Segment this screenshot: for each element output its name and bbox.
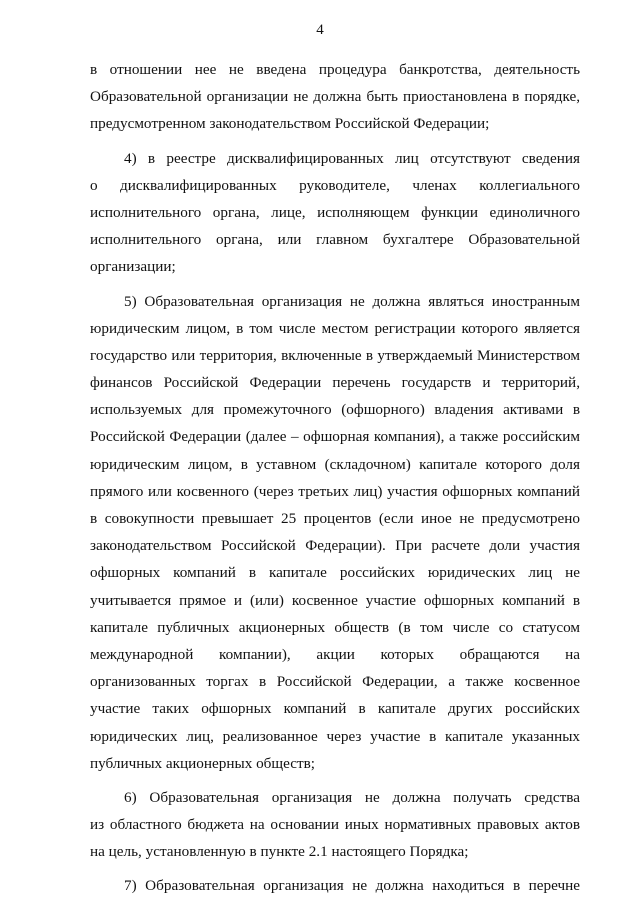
text-line: организованных торгах в Российской Федерации, а также косвенное [90,673,580,691]
text-line: международной компании), акции которых обращаются на [90,645,580,663]
text-line: предусмотренном законодательством Российской Федерации; [90,115,490,133]
paragraph-item-6 [90,784,580,866]
page-number: 4 [316,22,324,38]
text-line: организации; [90,258,176,276]
text-line: юридическим лицом, в том числе местом регистрации которого является [90,319,580,337]
text-line: юридических лиц, реализованное через участие в капитале указанных [90,727,580,745]
text-line: капитале публичных акционерных обществ (в том числе со статусом [90,618,580,636]
text-line: исполнительного органа, лице, исполняющем функции единоличного [90,203,580,221]
text-line: 5) Образовательная организация не должна являться иностранным [124,292,580,310]
paragraph-item-5 [90,288,580,777]
text-line: в отношении нее не введена процедура банкротства, деятельность [90,61,580,78]
text-line: Российской Федерации (далее – офшорная компания), а также российским [90,428,580,446]
text-line: 4) в реестре дисквалифицированных лиц отсутствуют сведения [124,149,580,167]
text-line: о дисквалифицированных руководителе, членах коллегиального [90,176,580,194]
text-line: прямого или косвенного (через третьих лиц) участия офшорных компаний [90,482,580,500]
text-line: финансов Российской Федерации перечень государств и территорий, [90,374,580,392]
text-line: офшорных компаний в капитале российских юридических лиц не [90,564,580,582]
text-line: законодательством Российской Федерации). При расчете доли участия [90,537,580,555]
text-line: из областного бюджета на основании иных нормативных правовых актов [90,816,580,834]
document-body [90,56,580,900]
text-line: юридическим лицом, в уставном (складочном) капитале которого доля [90,455,580,473]
text-line: на цель, установленную в пункте 2.1 настоящего Порядка; [90,843,469,861]
paragraph-item-4 [90,145,580,281]
text-line: публичных акционерных обществ; [90,754,315,772]
text-line: участие таких офшорных компаний в капитале других российских [90,700,580,718]
text-line: учитывается прямое и (или) косвенное участие офшорных компаний в [90,591,580,609]
text-line: 6) Образовательная организация не должна получать средства [124,788,580,806]
paragraph-item-7 [90,872,580,899]
text-line: исполнительного органа, или главном бухгалтере Образовательной [90,231,580,249]
text-line: государство или территория, включенные в утверждаемый Министерством [90,346,580,364]
text-line: в совокупности превышает 25 процентов (если иное не предусмотрено [90,510,580,527]
paragraph-continuation [90,56,580,138]
text-line: 7) Образовательная организация не должна находиться в перечне [124,877,580,895]
text-line: Образовательной организации не должна быть приостановлена в порядке, [90,88,580,106]
text-line: используемых для промежуточного (офшорного) владения активами в [90,401,580,419]
